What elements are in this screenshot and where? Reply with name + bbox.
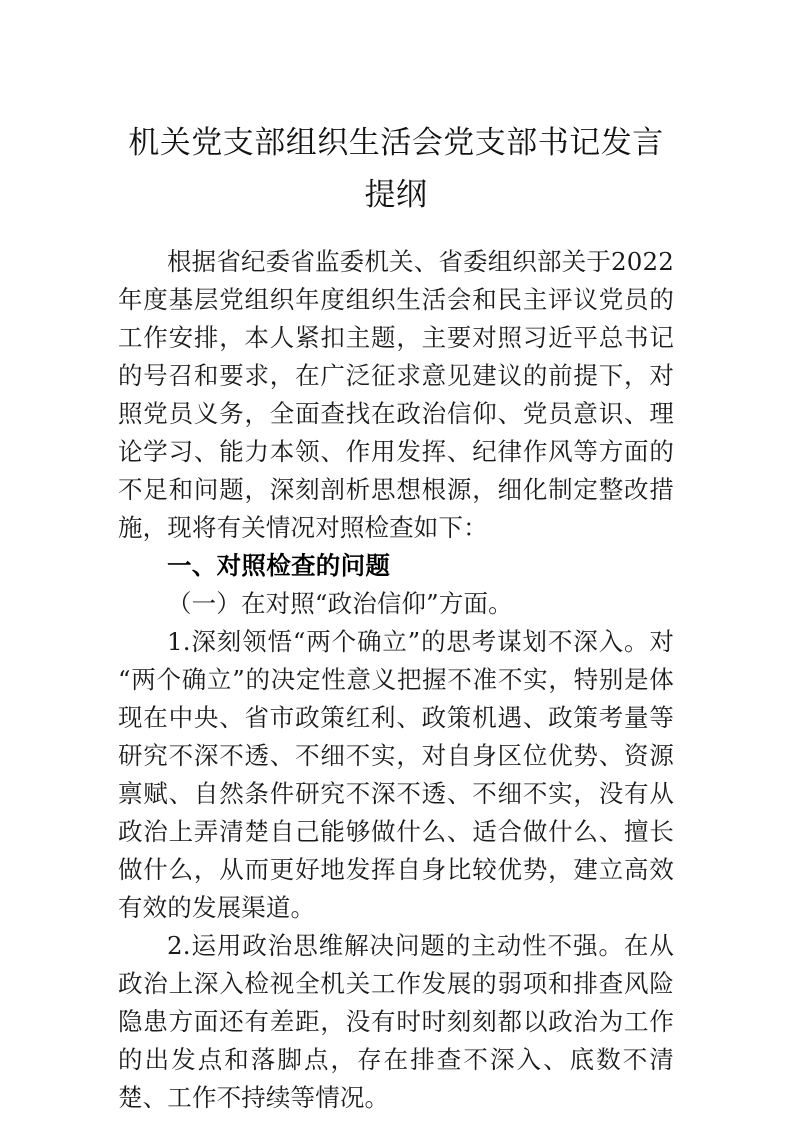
issue-item-2: 2.运用政治思维解决问题的主动性不强。在从政治上深入检视全机关工作发展的弱项和排查风险隐患方面还有差距，没有时时刻刻都以政治为工作的出发点和落脚点，存在排查不深入、底数不清楚、工作不持续等情况。	[118, 931, 674, 1112]
subsection-heading-1: （一）在对照“政治信仰”方面。	[167, 589, 513, 618]
page-title: 机关党支部组织生活会党支部书记发言提纲	[128, 124, 664, 213]
document-body	[118, 243, 674, 1117]
intro-paragraph: 根据省纪委省监委机关、省委组织部关于2022年度基层党组织年度组织生活会和民主评议党员的工作安排，本人紧扣主题，主要对照习近平总书记的号召和要求，在广泛征求意见建议的前提下，对照党员义务，全面查找在政治信仰、党员意识、理论学习、能力本领、作用发挥、纪律作风等方面的不足和问题，深刻剖析思想根源，细化制定整改措施，现将有关情况对照检查如下：	[118, 247, 674, 542]
issue-item-1: 1.深刻领悟“两个确立”的思考谋划不深入。对“两个确立”的决定性意义把握不准不实，特别是体现在中央、省市政策红利、政策机遇、政策考量等研究不深不透、不细不实，对自身区位优势、资源禀赋、自然条件研究不深不透、不细不实，没有从政治上弄清楚自己能够做什么、适合做什么、擅长做什么，从而更好地发挥自身比较优势，建立高效有效的发展渠道。	[118, 627, 674, 922]
section-heading-1: 一、对照检查的问题	[167, 551, 391, 580]
